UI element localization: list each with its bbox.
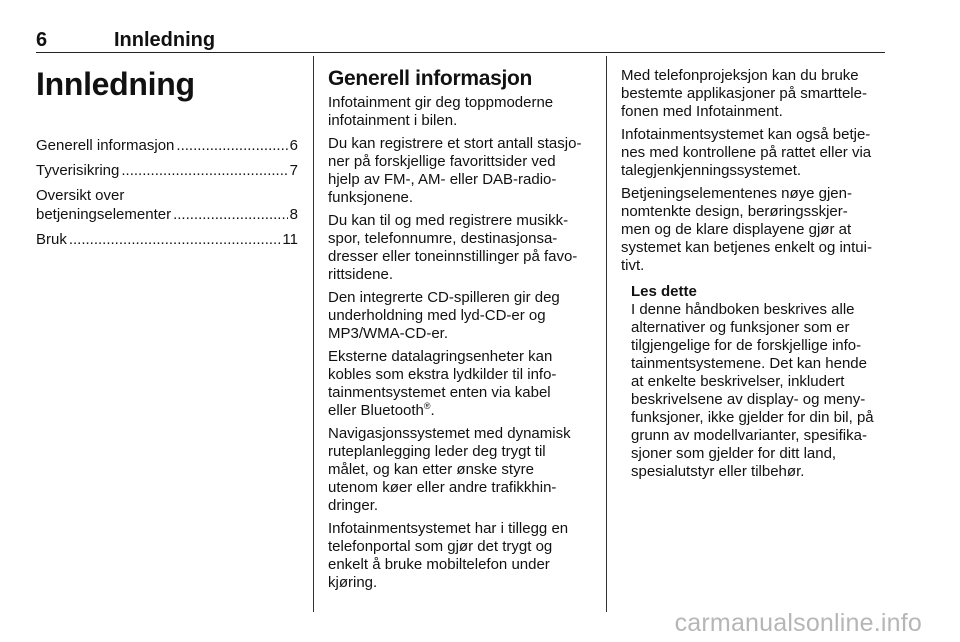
toc-entry-page: 11 bbox=[282, 231, 298, 248]
body-paragraph: Betjeningselementenes nøye gjen- nomtenkte design, berøringsskjer- men og de klare displayene gjør at systemet kan betjenes enkelt og intui- tivt. bbox=[621, 185, 872, 274]
section-title: Generell informasjon bbox=[328, 67, 533, 90]
table-of-contents bbox=[36, 136, 298, 249]
registered-mark: ® bbox=[423, 401, 431, 411]
body-paragraph: Du kan registrere et stort antall stasjo- ner på forskjellige favorittsider ved hjelp av FM-, AM- eller DAB-radio- funksjonene. bbox=[328, 135, 582, 206]
note-text: I denne håndboken beskrives alle alternativer og funksjoner som er tilgjengelige for de forskjellige info- tainmentsystemene. Det kan hende at enkelte beskrivelser, inkludert beskrivelsene av display- og meny- funksjoner, ikke gjelder for din bil, på grunn av modellvarianter, spesifika- sjoner som gjelder for ditt land, spesialutstyr eller tilbehør. bbox=[631, 301, 874, 480]
toc-entry-tyverisikring[interactable] bbox=[36, 161, 298, 180]
toc-entry-page: 7 bbox=[289, 162, 298, 179]
toc-entry-generell-informasjon[interactable] bbox=[36, 136, 298, 155]
page-number: 6 bbox=[36, 29, 48, 51]
column-1 bbox=[36, 58, 298, 255]
header-rule bbox=[36, 52, 885, 53]
column-divider-1 bbox=[313, 56, 314, 612]
toc-leader-dots bbox=[173, 205, 288, 224]
column-2 bbox=[328, 58, 590, 597]
toc-entry-label: Tyverisikring bbox=[36, 162, 120, 179]
toc-entry-page: 8 bbox=[289, 206, 298, 223]
column-3 bbox=[621, 58, 887, 481]
body-paragraph: Infotainment gir deg toppmoderne infotainment i bilen. bbox=[328, 94, 554, 129]
chapter-title: Innledning bbox=[36, 66, 195, 102]
toc-entry-oversikt[interactable] bbox=[36, 186, 298, 224]
note-title: Les dette bbox=[631, 283, 697, 300]
toc-entry-label: Bruk bbox=[36, 231, 67, 248]
watermark: carmanualsonline.info bbox=[674, 609, 922, 637]
bluetooth-text: Eksterne datalagringsenheter kan kobles som ekstra lydkilder til info- tainmentsystemet enten via kabel eller Bluetooth bbox=[328, 348, 557, 419]
toc-leader-dots bbox=[121, 161, 287, 180]
toc-entry-page: 6 bbox=[289, 137, 298, 154]
body-paragraph: Du kan til og med registrere musikk- spor, telefonnumre, destinasjonsa- dresser eller toneinnstillinger på favo- rittsidene. bbox=[328, 212, 578, 283]
toc-leader-dots bbox=[69, 230, 281, 249]
body-paragraph: Infotainmentsystemet kan også betje- nes med kontrollene på rattet eller via talegjenkjenningssystemet. bbox=[621, 126, 872, 179]
toc-entry-label: Generell informasjon bbox=[36, 137, 175, 154]
body-paragraph: Infotainmentsystemet har i tillegg en telefonportal som gjør det trygt og enkelt å bruke mobiltelefon under kjøring. bbox=[328, 520, 569, 591]
toc-entry-bruk[interactable] bbox=[36, 230, 298, 249]
body-paragraph-bluetooth bbox=[328, 348, 590, 420]
note-box bbox=[631, 283, 887, 481]
body-paragraph: Navigasjonssystemet med dynamisk ruteplanlegging leder deg trygt til målet, og kan etter ønske styre utenom køer eller andre trafikkhin- dringer. bbox=[328, 425, 571, 514]
bluetooth-text-end: . bbox=[430, 402, 435, 419]
body-paragraph: Med telefonprojeksjon kan du bruke bestemte applikasjoner på smarttele- fonen med Infotainment. bbox=[621, 67, 867, 120]
toc-leader-dots bbox=[176, 136, 287, 155]
column-divider-2 bbox=[606, 56, 607, 612]
running-header-title: Innledning bbox=[114, 29, 216, 51]
body-paragraph: Den integrerte CD-spilleren gir deg underholdning med lyd-CD-er og MP3/WMA-CD-er. bbox=[328, 289, 560, 342]
toc-entry-label: Oversikt over betjeningselementer bbox=[36, 187, 172, 223]
